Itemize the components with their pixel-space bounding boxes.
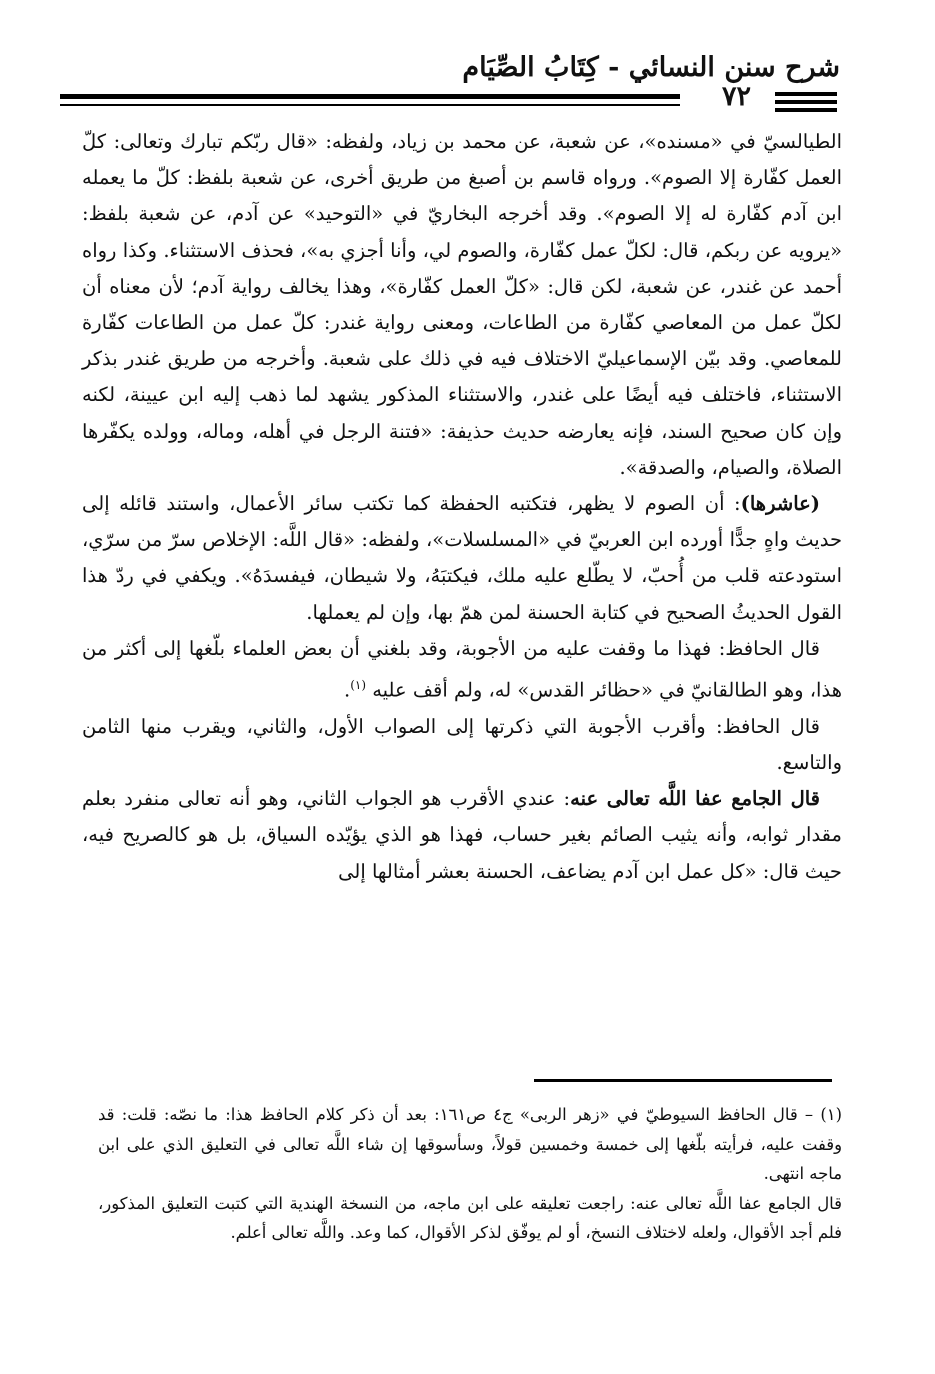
paragraph-3-end: . xyxy=(343,678,351,702)
footnote-reference[interactable]: (١) xyxy=(350,678,367,693)
paragraph-5-label: قال الجامع عفا اللَّه تعالى عنه xyxy=(570,787,820,811)
footnotes xyxy=(98,1100,842,1248)
bar xyxy=(775,100,837,104)
header-rule-thin xyxy=(60,104,680,106)
paragraph-5-text: : عندي الأقرب هو الجواب الثاني، وهو أنه تعالى منفرد بعلم مقدار ثوابه، وأنه يثيب الصائم بغير حساب، فهذا هو الذي يؤيّده السياق، بل هو كالصريح فيه، حيث قال: «كل عمل ابن آدم يضاعف، الحسنة بعشر أمثالها إلى xyxy=(82,787,842,883)
bar xyxy=(775,92,837,96)
footnote-2: قال الجامع عفا اللَّه تعالى عنه: راجعت تعليقه على ابن ماجه، من النسخة الهندية التي كتبت التعليق المذكور، فلم أجد الأقوال، ولعله لاختلاف النسخ، أو لم يوفّق لذكر الأقوال، كما وعد. واللَّه تعالى أعلم. xyxy=(98,1193,842,1242)
bar xyxy=(775,108,837,112)
paragraph-5 xyxy=(82,781,842,890)
paragraph-2-text: : أن الصوم لا يظهر، فتكتبه الحفظة كما تكتب سائر الأعمال، واستند قائله إلى حديث واهٍ جدًّا أورده ابن العربيّ في «المسلسلات»، ولفظه: «قال اللَّه: الإخلاص سرّ من سرّي، استودعته قلب من أُحبّ، لا يطّلع عليه ملك، فيكتبَهُ، ولا شيطان، فيفسدَهُ». ويكفي في ردّ هذا القول الحديثُ الصحيح في كتابة الحسنة لمن همّ بها، وإن لم يعملها. xyxy=(82,492,842,624)
paragraph-2-label: (عاشرها) xyxy=(740,492,820,516)
header-title: شرح سنن النسائي - كِتَابُ الصِّيَام xyxy=(462,52,840,83)
page-number: ٧٢ xyxy=(722,81,752,112)
page-header xyxy=(60,52,840,112)
main-text xyxy=(82,124,842,890)
paragraph-2 xyxy=(82,486,842,631)
header-rule-thick xyxy=(60,94,680,99)
paragraph-4: قال الحافظ: وأقرب الأجوبة التي ذكرتها إلى الصواب الأول، والثاني، ويقرب منها الثامن والتاسع. xyxy=(82,714,842,774)
page-number-bars xyxy=(775,92,837,116)
footnote-1: (١) – قال الحافظ السيوطيّ في «زهر الربى» ج٤ ص١٦١: بعد أن ذكر كلام الحافظ هذا: ما نصّه: قلت: قد وقفت عليه، فرأيته بلّغها إلى خمسة وخمسين قولاً، وسأسوقها إن شاء اللَّه تعالى في التعليق الذي على ابن ماجه انتهى. xyxy=(98,1105,842,1183)
paragraph-3-text: قال الحافظ: فهذا ما وقفت عليه من الأجوبة، وقد بلغني أن بعض العلماء بلّغها إلى أكثر من هذا، وهو الطالقانيّ في «حظائر القدس» له، ولم أقف عليه xyxy=(82,636,842,702)
footnote-rule xyxy=(534,1079,832,1082)
paragraph-3 xyxy=(82,631,842,709)
paragraph-1: الطيالسيّ في «مسنده»، عن شعبة، عن محمد بن زياد، ولفظه: «قال ربّكم تبارك وتعالى: كلّ العمل كفّارة إلا الصوم». ورواه قاسم بن أصبغ من طريق أخرى، عن شعبة بلفظ: كلّ ما يعمله ابن آدم كفّارة له إلا الصوم». وقد أخرجه البخاريّ في «التوحيد» عن آدم، عن شعبة بلفظ: «يرويه عن ربكم، قال: لكلّ عمل كفّارة، والصوم لي، وأنا أجزي به»، فحذف الاستثناء. وكذا رواه أحمد عن غندر، عن شعبة، لكن قال: «كلّ العمل كفّارة»، وهذا يخالف رواية آدم؛ لأن معناه أن لكلّ عمل من المعاصي كفّارة من الطاعات، ومعنى رواية غندر: كلّ عمل من الطاعات كفّارة للمعاصي. وقد بيّن الإسماعيليّ الاختلاف فيه في ذلك على شعبة. وأخرجه من طريق غندر بذكر الاستثناء، فاختلف فيه أيضًا على غندر، والاستثناء المذكور يشهد لما ذهب إليه ابن عيينة، لكنه وإن كان صحيح السند، فإنه يعارضه حديث حذيفة: «فتنة الرجل في أهله، وماله، وولده يكفّرها الصلاة، والصيام، والصدقة». xyxy=(82,130,842,479)
